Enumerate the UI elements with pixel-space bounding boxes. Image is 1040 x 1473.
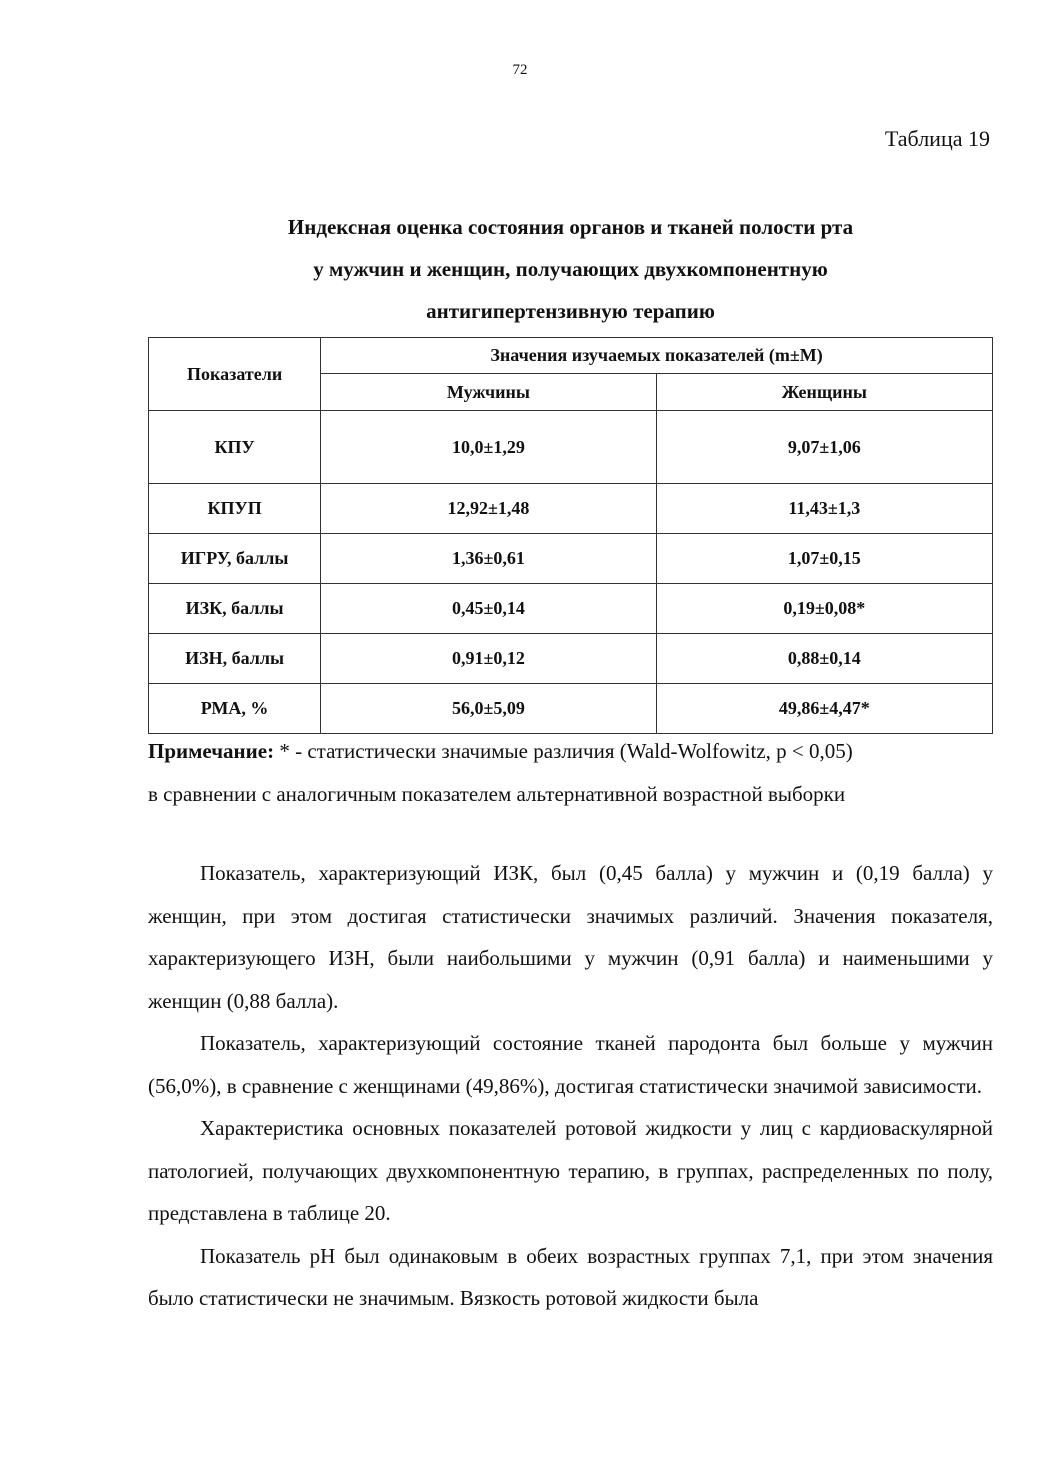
header-values: Значения изучаемых показателей (m±M)	[321, 338, 993, 374]
page-number: 72	[512, 62, 528, 78]
header-indicators: Показатели	[149, 338, 321, 411]
row-women-value: 11,43±1,3	[656, 484, 992, 534]
body-text	[148, 852, 993, 1320]
row-men-value: 56,0±5,09	[321, 684, 656, 734]
table-row	[149, 684, 993, 734]
note-text: * - статистически значимые различия (Wald-Wolfowitz, р < 0,05)	[274, 739, 853, 763]
table-title-line: Индексная оценка состояния органов и тканей полости рта	[287, 215, 854, 239]
row-men-value: 10,0±1,29	[321, 411, 656, 484]
note-line: в сравнении с аналогичным показателем альтернативной возрастной выборки	[148, 782, 846, 806]
paragraph: Характеристика основных показателей ротовой жидкости у лиц с кардиоваскулярной патологией, получающих двухкомпонентную терапию, в группах, распределенных по полу, представлена в таблице 20.	[148, 1116, 993, 1225]
row-indicator: ИЗН, баллы	[149, 634, 321, 684]
header-women: Женщины	[656, 374, 992, 411]
row-women-value: 0,88±0,14	[656, 634, 992, 684]
row-indicator: РМА, %	[149, 684, 321, 734]
table-row	[149, 584, 993, 634]
row-women-value: 9,07±1,06	[656, 411, 992, 484]
row-indicator: КПУ	[149, 411, 321, 484]
row-men-value: 0,45±0,14	[321, 584, 656, 634]
paragraph: Показатель, характеризующий ИЗК, был (0,45 балла) у мужчин и (0,19 балла) у женщин, при этом достигая статистически значимых различий. Значения показателя, характеризующего ИЗН, были наибольшими у мужчин (0,91 балла) и наименьшими у женщин (0,88 балла).	[148, 861, 993, 1013]
row-men-value: 12,92±1,48	[321, 484, 656, 534]
header-men: Мужчины	[321, 374, 656, 411]
table-row	[149, 411, 993, 484]
table-header-row	[149, 338, 993, 374]
note-label: Примечание:	[148, 739, 275, 763]
table-row	[149, 484, 993, 534]
note-line	[148, 730, 993, 773]
table-note	[148, 730, 993, 816]
table-row	[149, 534, 993, 584]
paragraph: Показатель, характеризующий состояние тканей пародонта был больше у мужчин (56,0%), в сравнение с женщинами (49,86%), достигая статистически значимой зависимости.	[148, 1031, 993, 1098]
row-indicator: КПУП	[149, 484, 321, 534]
row-indicator: ИГРУ, баллы	[149, 534, 321, 584]
table-title-line: антигипертензивную терапию	[426, 299, 715, 323]
indices-table	[148, 337, 993, 734]
row-women-value: 0,19±0,08*	[656, 584, 992, 634]
table-title	[148, 206, 993, 332]
paragraph: Показатель рН был одинаковым в обеих возрастных группах 7,1, при этом значения было статистически не значимым. Вязкость ротовой жидкости была	[148, 1243, 993, 1310]
table-title-line: у мужчин и женщин, получающих двухкомпонентную	[313, 257, 828, 281]
row-men-value: 1,36±0,61	[321, 534, 656, 584]
row-women-value: 49,86±4,47*	[656, 684, 992, 734]
table-label: Таблица 19	[884, 126, 990, 151]
table-row	[149, 634, 993, 684]
row-women-value: 1,07±0,15	[656, 534, 992, 584]
row-men-value: 0,91±0,12	[321, 634, 656, 684]
row-indicator: ИЗК, баллы	[149, 584, 321, 634]
